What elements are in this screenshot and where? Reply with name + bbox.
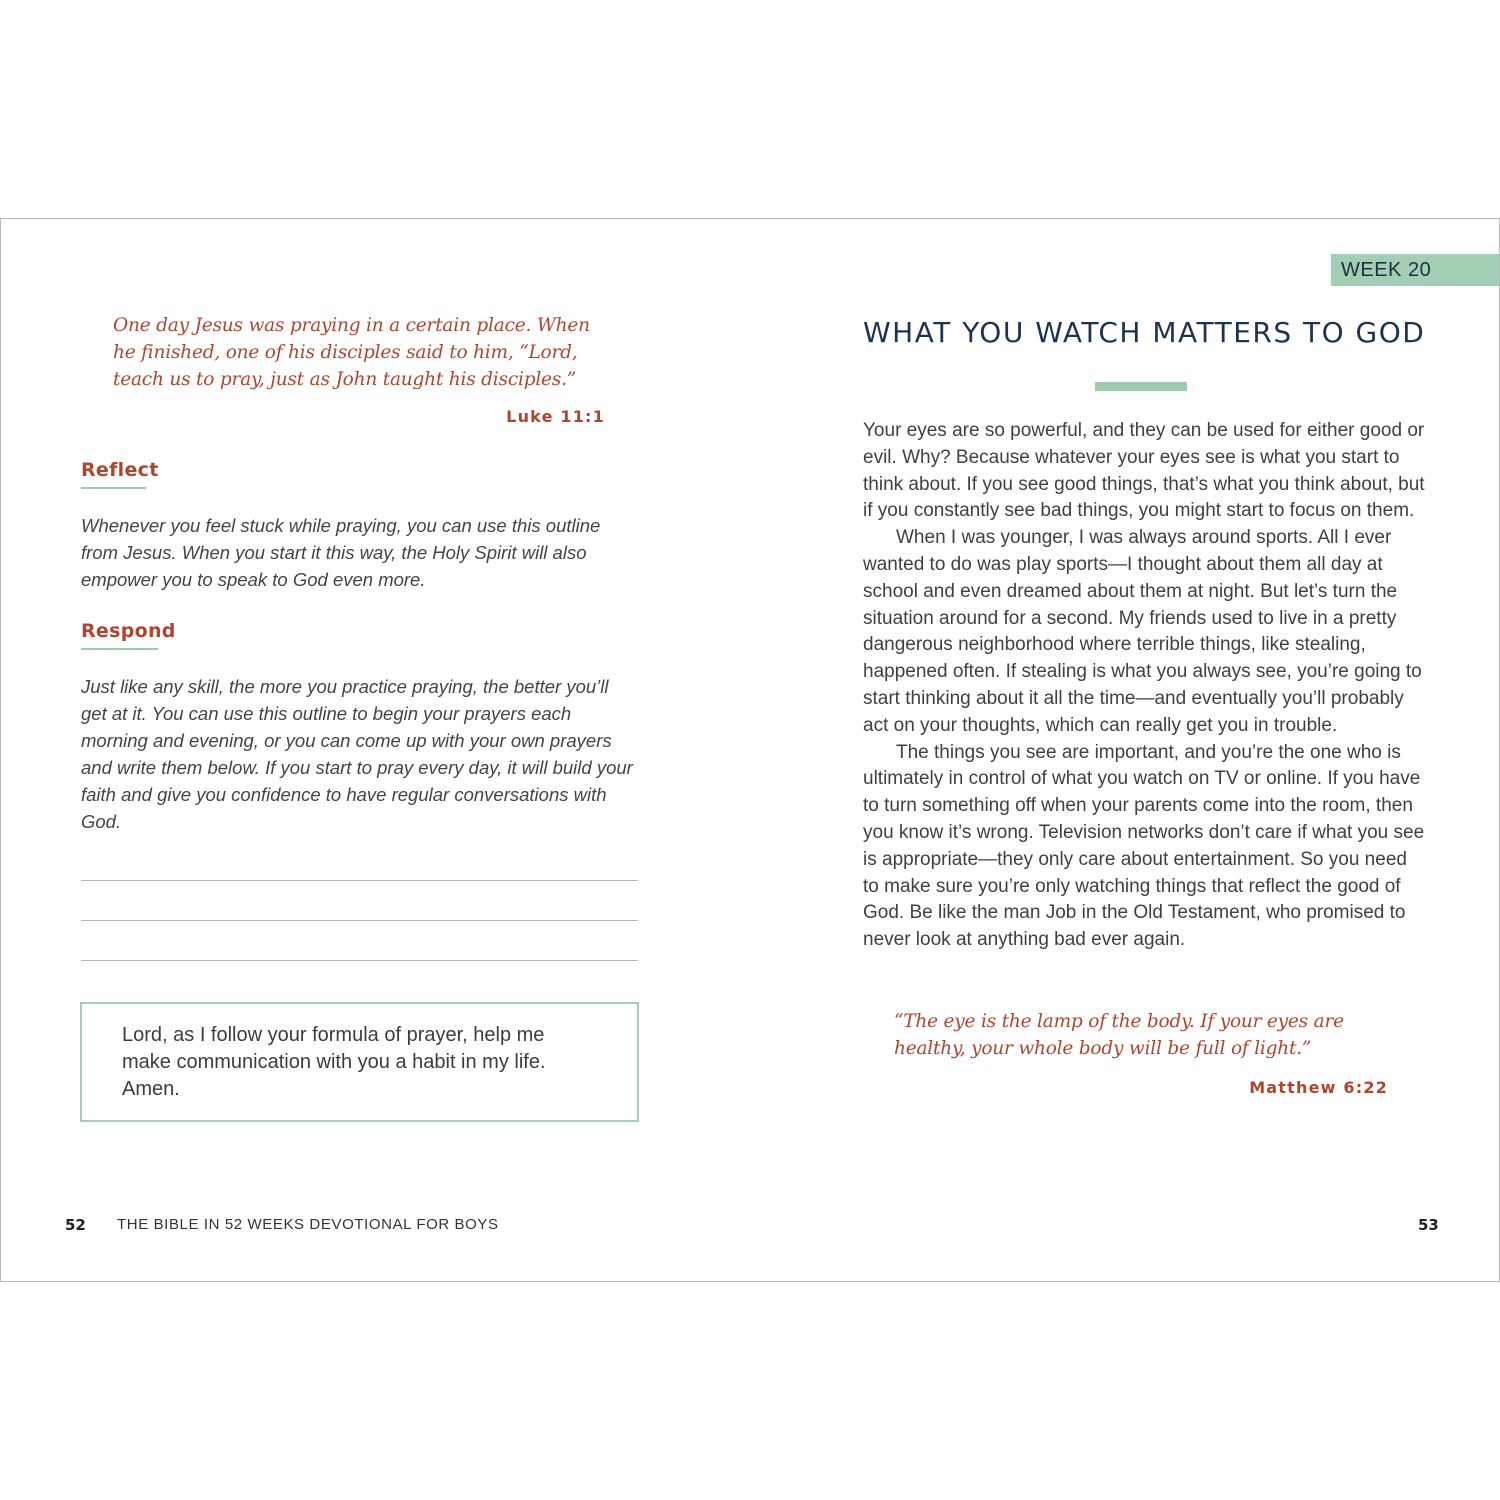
prayer-text: Lord, as I follow your formula of prayer, help me make communication with you a habit in my life. Amen. <box>122 1024 546 1100</box>
opening-scripture-reference: Luke 11:1 <box>506 407 605 426</box>
body-paragraph: Your eyes are so powerful, and they can be used for either good or evil. Why? Because whatever your eyes see is what you start to think about. If you see good things, that’s what you think about, but if you constantly see bad things, you might start to focus on them. <box>863 420 1425 522</box>
reflect-heading: Reflect <box>81 459 159 481</box>
title-rule <box>1095 382 1187 391</box>
prayer-box <box>80 1002 639 1122</box>
writing-line[interactable] <box>81 920 638 921</box>
respond-text: Just like any skill, the more you practice praying, the better you’ll get at it. You can use this outline to begin your prayers each morning and evening, or you can come up with your own prayers and write them below. If you start to pray every day, it will build your faith and give you confidence to have regular conversations with God. <box>81 676 633 832</box>
writing-line[interactable] <box>81 880 638 881</box>
running-title: THE BIBLE IN 52 WEEKS DEVOTIONAL FOR BOYS <box>117 1216 499 1233</box>
respond-heading: Respond <box>81 620 176 642</box>
body-paragraph: When I was younger, I was always around sports. All I ever wanted to do was play sports—I thought about them all day at school and even dreamed about them at night. But let’s turn the situation around for a second. My friends used to live in a pretty dangerous neighborhood where terrible things, like stealing, happened often. If stealing is what you always see, you’re going to start thinking about it all the time—and eventually you’ll probably act on your thoughts, which can really get you in trouble. <box>863 527 1422 736</box>
closing-scripture-quote: “The eye is the lamp of the body. If your eyes are healthy, your whole body will be full of light.” <box>894 1011 1344 1059</box>
writing-line[interactable] <box>81 960 638 961</box>
body-text <box>863 418 1425 954</box>
page-number-left: 52 <box>65 1216 86 1234</box>
page-number-right: 53 <box>1418 1216 1439 1234</box>
page-title: WHAT YOU WATCH MATTERS TO GOD <box>863 316 1426 349</box>
opening-scripture-quote: One day Jesus was praying in a certain place. When he finished, one of his disciples said to him, “Lord, teach us to pray, just as John taught his disciples.” <box>113 315 590 390</box>
book-spread <box>0 218 1500 1282</box>
reflect-text: Whenever you feel stuck while praying, you can use this outline from Jesus. When you start it this way, the Holy Spirit will also empower you to speak to God even more. <box>81 515 601 590</box>
body-paragraph: The things you see are important, and you’re the one who is ultimately in control of what you watch on TV or online. If you have to turn something off when your parents come into the room, then you know it’s wrong. Television networks don’t care if what you see is appropriate—they only care about entertainment. So you need to make sure you’re only watching things that reflect the good of God. Be like the man Job in the Old Testament, who promised to never look at anything bad ever again. <box>863 741 1425 951</box>
closing-scripture-reference: Matthew 6:22 <box>1249 1078 1388 1097</box>
reflect-heading-rule <box>81 487 146 489</box>
respond-heading-rule <box>81 648 158 650</box>
week-tab: WEEK 20 <box>1331 254 1499 286</box>
